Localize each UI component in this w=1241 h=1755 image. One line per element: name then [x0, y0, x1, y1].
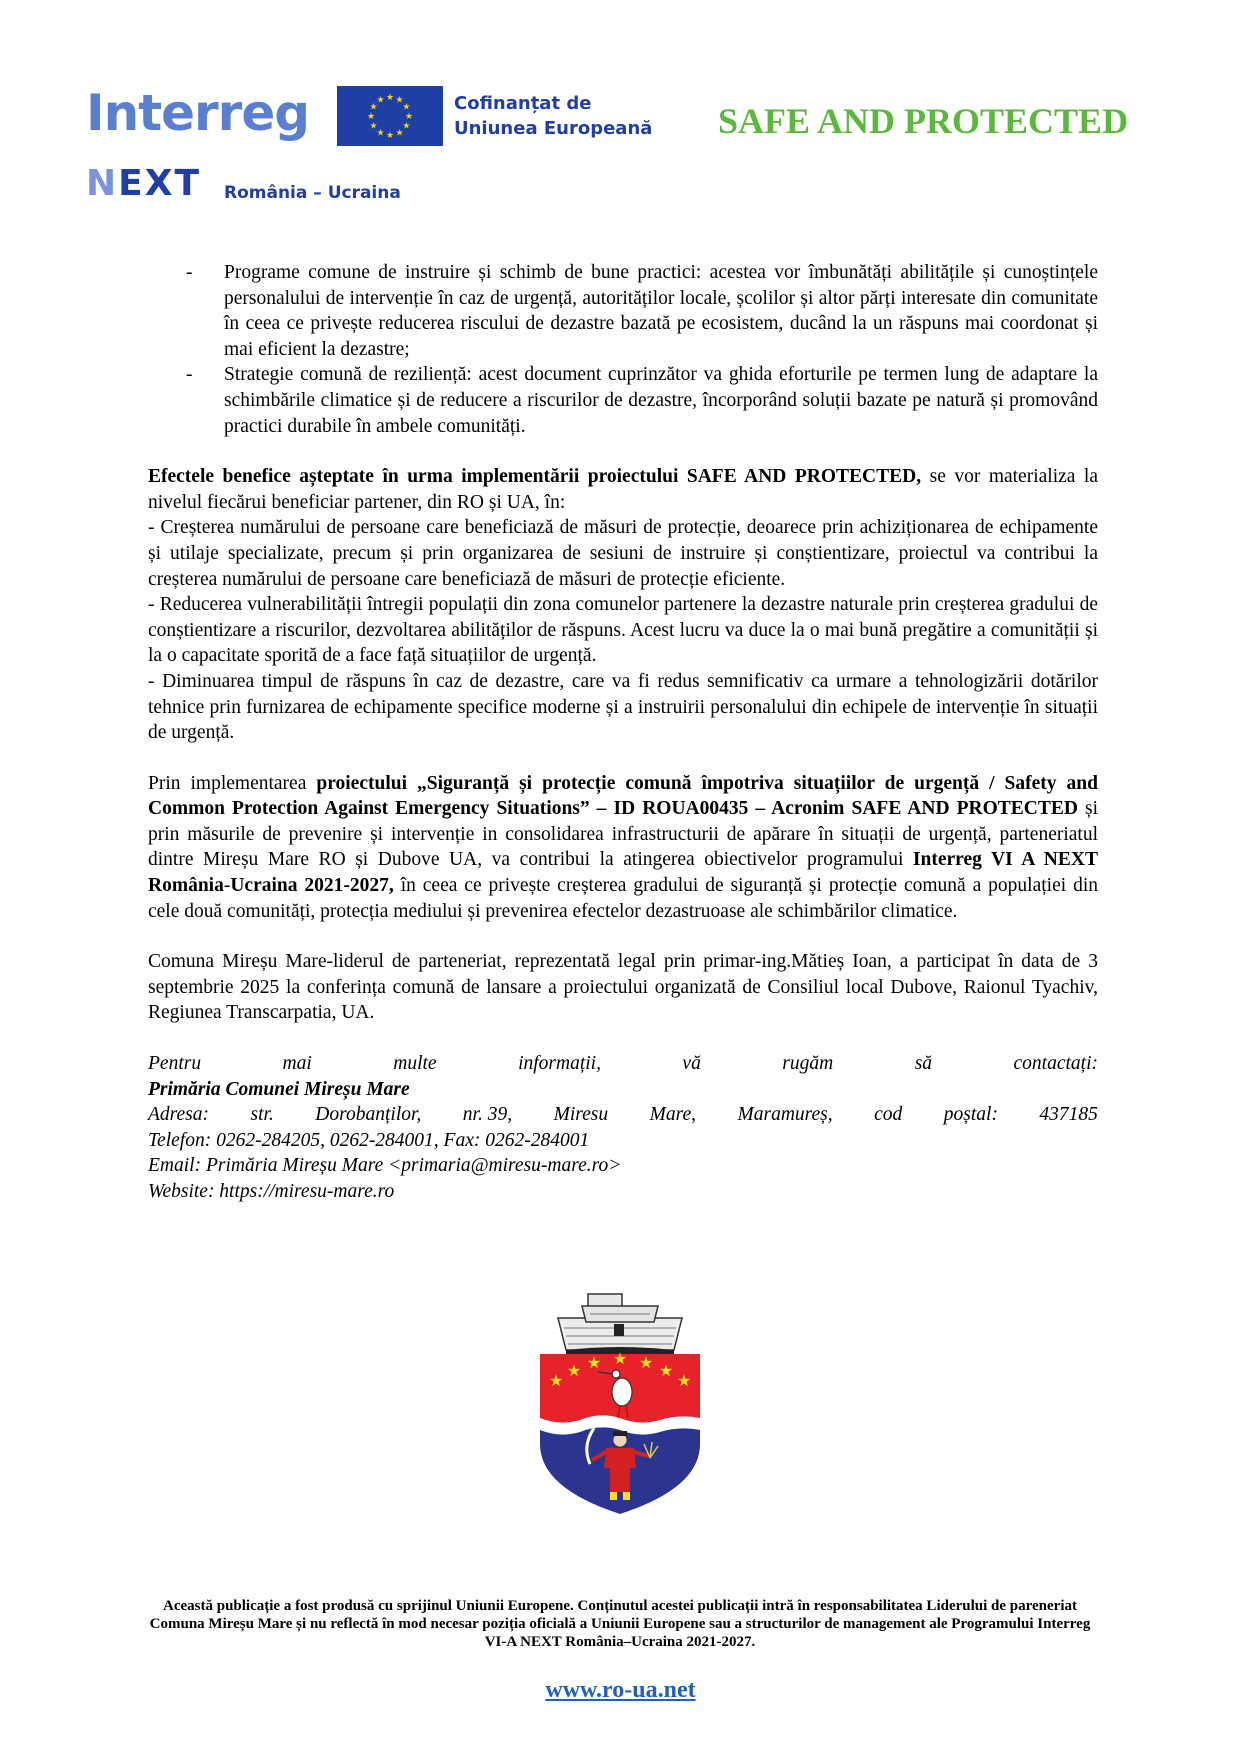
eu-cofinance-label: [454, 91, 652, 141]
crest-star-icon: ★: [566, 1363, 582, 1380]
crest-star-icon: ★: [676, 1373, 692, 1390]
contact-word: mai: [282, 1053, 312, 1075]
eu-cofinance-line1: Cofinanțat de: [454, 93, 592, 114]
eu-disclaimer: Această publicație a fost produsă cu sprijinul Uniunii Europene. Conținutul acestei publicații intră în responsabilitatea Liderului de pareneriat Comuna Mireșu Mare și nu reflectă în mod necesar poziția oficială a Uniunii Europene sau a structurilor de management ale Programului Interreg VI-A NEXT România–Ucraina 2021-2027.: [149, 1598, 1091, 1650]
crest-star-icon: ★: [612, 1351, 628, 1368]
eu-star-icon: ★: [402, 101, 411, 112]
crest-star-icon: ★: [638, 1355, 654, 1372]
bullet-dash: -: [186, 364, 193, 386]
contact-word: să: [914, 1053, 933, 1075]
contact-organization: Primăria Comunei Mireșu Mare: [148, 1078, 410, 1100]
effect-item: - Creșterea numărului de persoane care beneficiază de măsuri de protecție, deoarece prin achiziționarea de echipamente și utilaje specializate, precum și prin organizarea de sesiuni de instruire și conștientizare, proiectul va contribui la creșterea numărului de persoane care beneficiază de măsuri de protecție eficiente.: [148, 517, 1098, 590]
eu-cofinance-line2: Uniunea Europeană: [454, 118, 653, 139]
eu-star-icon: ★: [369, 101, 378, 112]
eu-star-icon: ★: [404, 111, 414, 121]
contact-word: contactați:: [1013, 1053, 1098, 1075]
crest-star-icon: ★: [658, 1363, 674, 1380]
crest-star-icon: ★: [586, 1355, 602, 1372]
implementation-paragraph: Prin implementarea proiectului „Siguranță și protecție comună împotriva situațiilor de urgență / Safety and Common Protection Against Emergency Situations” – ID ROUA00435 – Acronim SAFE AND PROTECTED și prin măsurile de prevenire și intervenție in consolidarea infrastructurii de apărare în situații de urgență, parteneriatul dintre Mireșu Mare RO și Dubove UA, va contribui la atingerea obiectivelor programului Interreg VI A NEXT România-Ucraina 2021-2027, în ceea ce privește creșterea gradului de siguranță și protecție comună a populației din cele două comunități, protecția mediului și prevenirea efectelor dezastruoase ale schimbărilor climatice.: [148, 772, 1098, 922]
eu-star-icon: ★: [395, 127, 404, 138]
program-website-link[interactable]: www.ro-ua.net: [545, 1677, 696, 1703]
bullet-dash: -: [186, 262, 193, 283]
eu-star-icon: ★: [385, 92, 395, 102]
eu-flag-icon: [337, 86, 443, 146]
contact-word: Mare,: [649, 1104, 696, 1126]
document-body: [148, 260, 1098, 1205]
eu-star-icon: ★: [366, 111, 376, 121]
contact-email[interactable]: Email: Primăria Mireșu Mare <primaria@miresu-mare.ro>: [148, 1155, 622, 1177]
contact-word: poștal:: [943, 1104, 998, 1126]
contact-word: nr. 39,: [462, 1104, 513, 1126]
activities-list: [148, 260, 1098, 439]
contact-word: cod: [874, 1104, 903, 1126]
list-item: - Programe comune de instruire și schimb de bune practici: acestea vor îmbunătăți abilitățile și cunoștințele personalului de intervenție în caz de urgență, autorităților locale, școlilor și altor părți interesate din comunitate în ceea ce privește reducerea riscului de dezastre bazată pe ecosistem, ducând la un răspuns mai coordonat și mai eficient la dezastre;: [186, 262, 1098, 360]
contact-word: Maramureș,: [737, 1104, 833, 1126]
document-header: [0, 0, 1241, 220]
contact-intro: [148, 1051, 1098, 1077]
eu-star-icon: ★: [395, 94, 404, 105]
contact-website[interactable]: Website: https://miresu-mare.ro: [148, 1181, 395, 1202]
contact-word: Adresa:: [148, 1104, 210, 1126]
contact-phone: Telefon: 0262-284205, 0262-284001, Fax: 0262-284001: [148, 1129, 590, 1151]
eu-star-icon: ★: [369, 120, 378, 131]
conference-paragraph: Comuna Mireșu Mare-liderul de parteneriat, reprezentată legal prin primar-ing.Mătieș Ioan, a participat în data de 3 septembrie 2025 la conferința comună de lansare a proiectului organizată de Consiliul local Dubove, Raionul Tyachiv, Regiunea Transcarpatia, UA.: [148, 951, 1098, 1024]
contact-word: Miresu: [553, 1104, 609, 1126]
contact-word: multe: [393, 1053, 437, 1075]
project-title: SAFE AND PROTECTED: [718, 101, 1129, 141]
eu-star-icon: ★: [385, 130, 395, 140]
eu-star-icon: ★: [376, 127, 385, 138]
contact-word: vă: [682, 1053, 701, 1075]
contact-word: rugăm: [782, 1053, 834, 1075]
crest-star-icon: ★: [548, 1373, 564, 1390]
eu-star-icon: ★: [402, 120, 411, 131]
eu-star-icon: ★: [376, 94, 385, 105]
effects-intro: Efectele benefice așteptate în urma implementării proiectului SAFE AND PROTECTED, se vor materializa la nivelul fiecărui beneficiar partener, din RO și UA, în:: [148, 466, 1098, 513]
interreg-logo: Interreg: [86, 84, 310, 142]
coat-of-arms-icon: [530, 1288, 710, 1516]
effect-item: - Reducerea vulnerabilității întregii populații din zona comunelor partenere la dezastre naturale prin creșterea gradului de conștientizare a riscurilor, dezvoltarea abilităților de răspuns. Acest lucru va duce la o mai bună pregătire a comunității și la o capacitate sporită de a face față situațiilor de urgență.: [148, 594, 1098, 667]
next-logo: NEXT: [86, 163, 202, 204]
contact-word: Pentru: [148, 1053, 202, 1075]
contact-address: [148, 1102, 1098, 1128]
contact-word: str.: [250, 1104, 274, 1126]
contact-word: 437185: [1039, 1104, 1098, 1126]
contact-block: [148, 1051, 1098, 1205]
program-region: România – Ucraina: [224, 183, 401, 203]
contact-word: Dorobanților,: [315, 1104, 422, 1126]
effect-item: - Diminuarea timpul de răspuns în caz de dezastre, care va fi redus semnificativ ca urmare a tehnologizării dotărilor tehnice prin furnizarea de echipamente specifice moderne și a instruirii personalului din echipele de intervenție în situații de urgență.: [148, 670, 1098, 744]
contact-word: informații,: [518, 1053, 601, 1075]
list-item: - Strategie comună de reziliență: acest document cuprinzător va ghida eforturile pe termen lung de adaptare la schimbările climatice și de reducere a riscurilor de dezastre, încorporând soluții bazate pe natură și promovând practici durabile în ambele comunități.: [186, 364, 1098, 437]
